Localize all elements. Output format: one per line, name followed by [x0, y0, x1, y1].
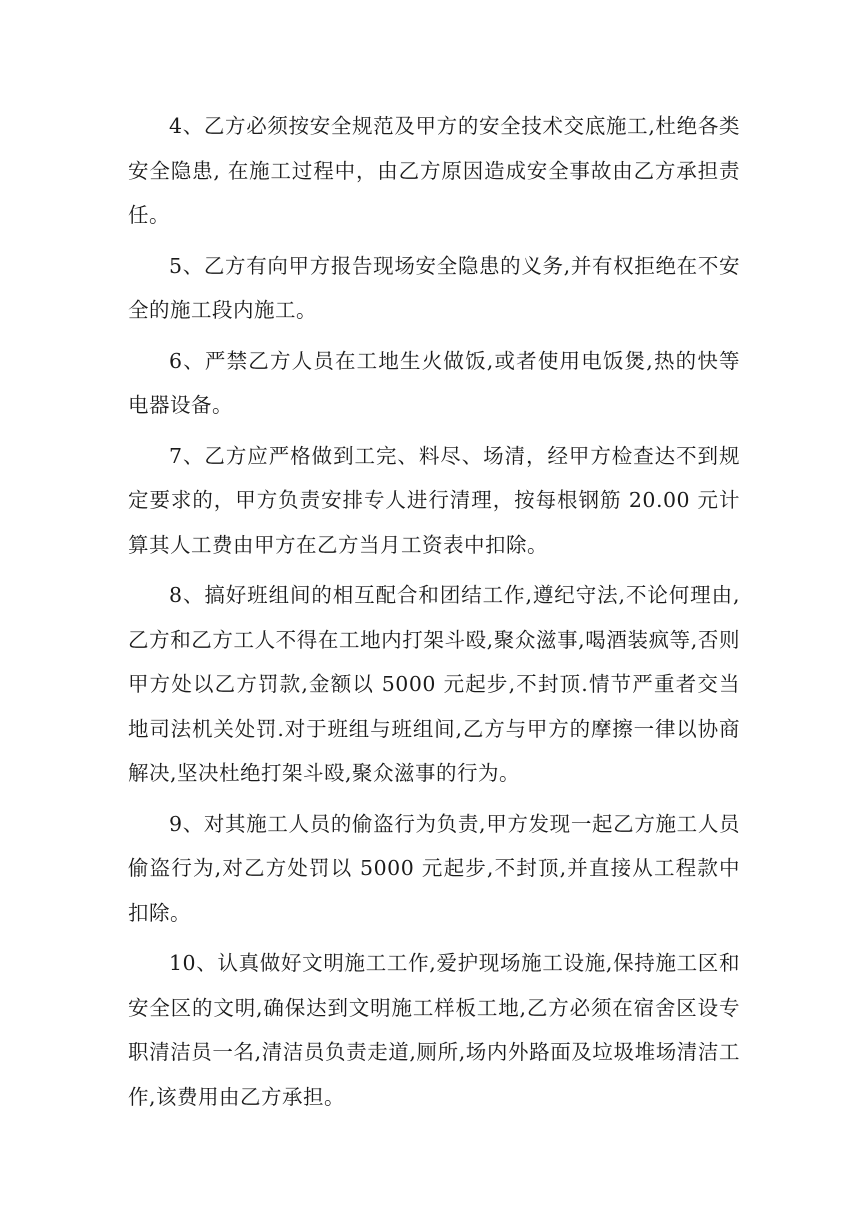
clause-5: 5、乙方有向甲方报告现场安全隐患的义务,并有权拒绝在不安全的施工段内施工。 — [128, 253, 740, 322]
document-body — [128, 104, 740, 1125]
clause-7: 7、乙方应严格做到工完、料尽、场清，经甲方检查达不到规定要求的，甲方负责安排专人进行清理，按每根钢筋 20.00 元计算其人工费由甲方在乙方当月工资表中扣除。 — [128, 443, 740, 557]
clause-4: 4、乙方必须按安全规范及甲方的安全技术交底施工,杜绝各类安全隐患, 在施工过程中，由乙方原因造成安全事故由乙方承担责任。 — [128, 114, 740, 227]
clause-6: 6、严禁乙方人员在工地生火做饭,或者使用电饭煲,热的快等电器设备。 — [128, 348, 740, 417]
clause-10: 10、认真做好文明施工工作,爱护现场施工设施,保持施工区和安全区的文明,确保达到文明施工样板工地,乙方必须在宿舍区设专职清洁员一名,清洁员负责走道,厕所,场内外路面及垃圾堆场清洁工作,该费用由乙方承担。 — [128, 951, 740, 1109]
clause-9: 9、对其施工人员的偷盗行为负责,甲方发现一起乙方施工人员偷盗行为,对乙方处罚以 5000 元起步,不封顶,并直接从工程款中扣除。 — [128, 811, 740, 925]
clause-8: 8、搞好班组间的相互配合和团结工作,遵纪守法,不论何理由,乙方和乙方工人不得在工地内打架斗殴,聚众滋事,喝酒装疯等,否则甲方处以乙方罚款,金额以 5000 元起步,不封顶.情节严重者交当地司法机关处罚.对于班组与班组间,乙方与甲方的摩擦一律以协商解决,坚决杜绝打架斗殴,聚众滋事的行为。 — [128, 583, 740, 785]
